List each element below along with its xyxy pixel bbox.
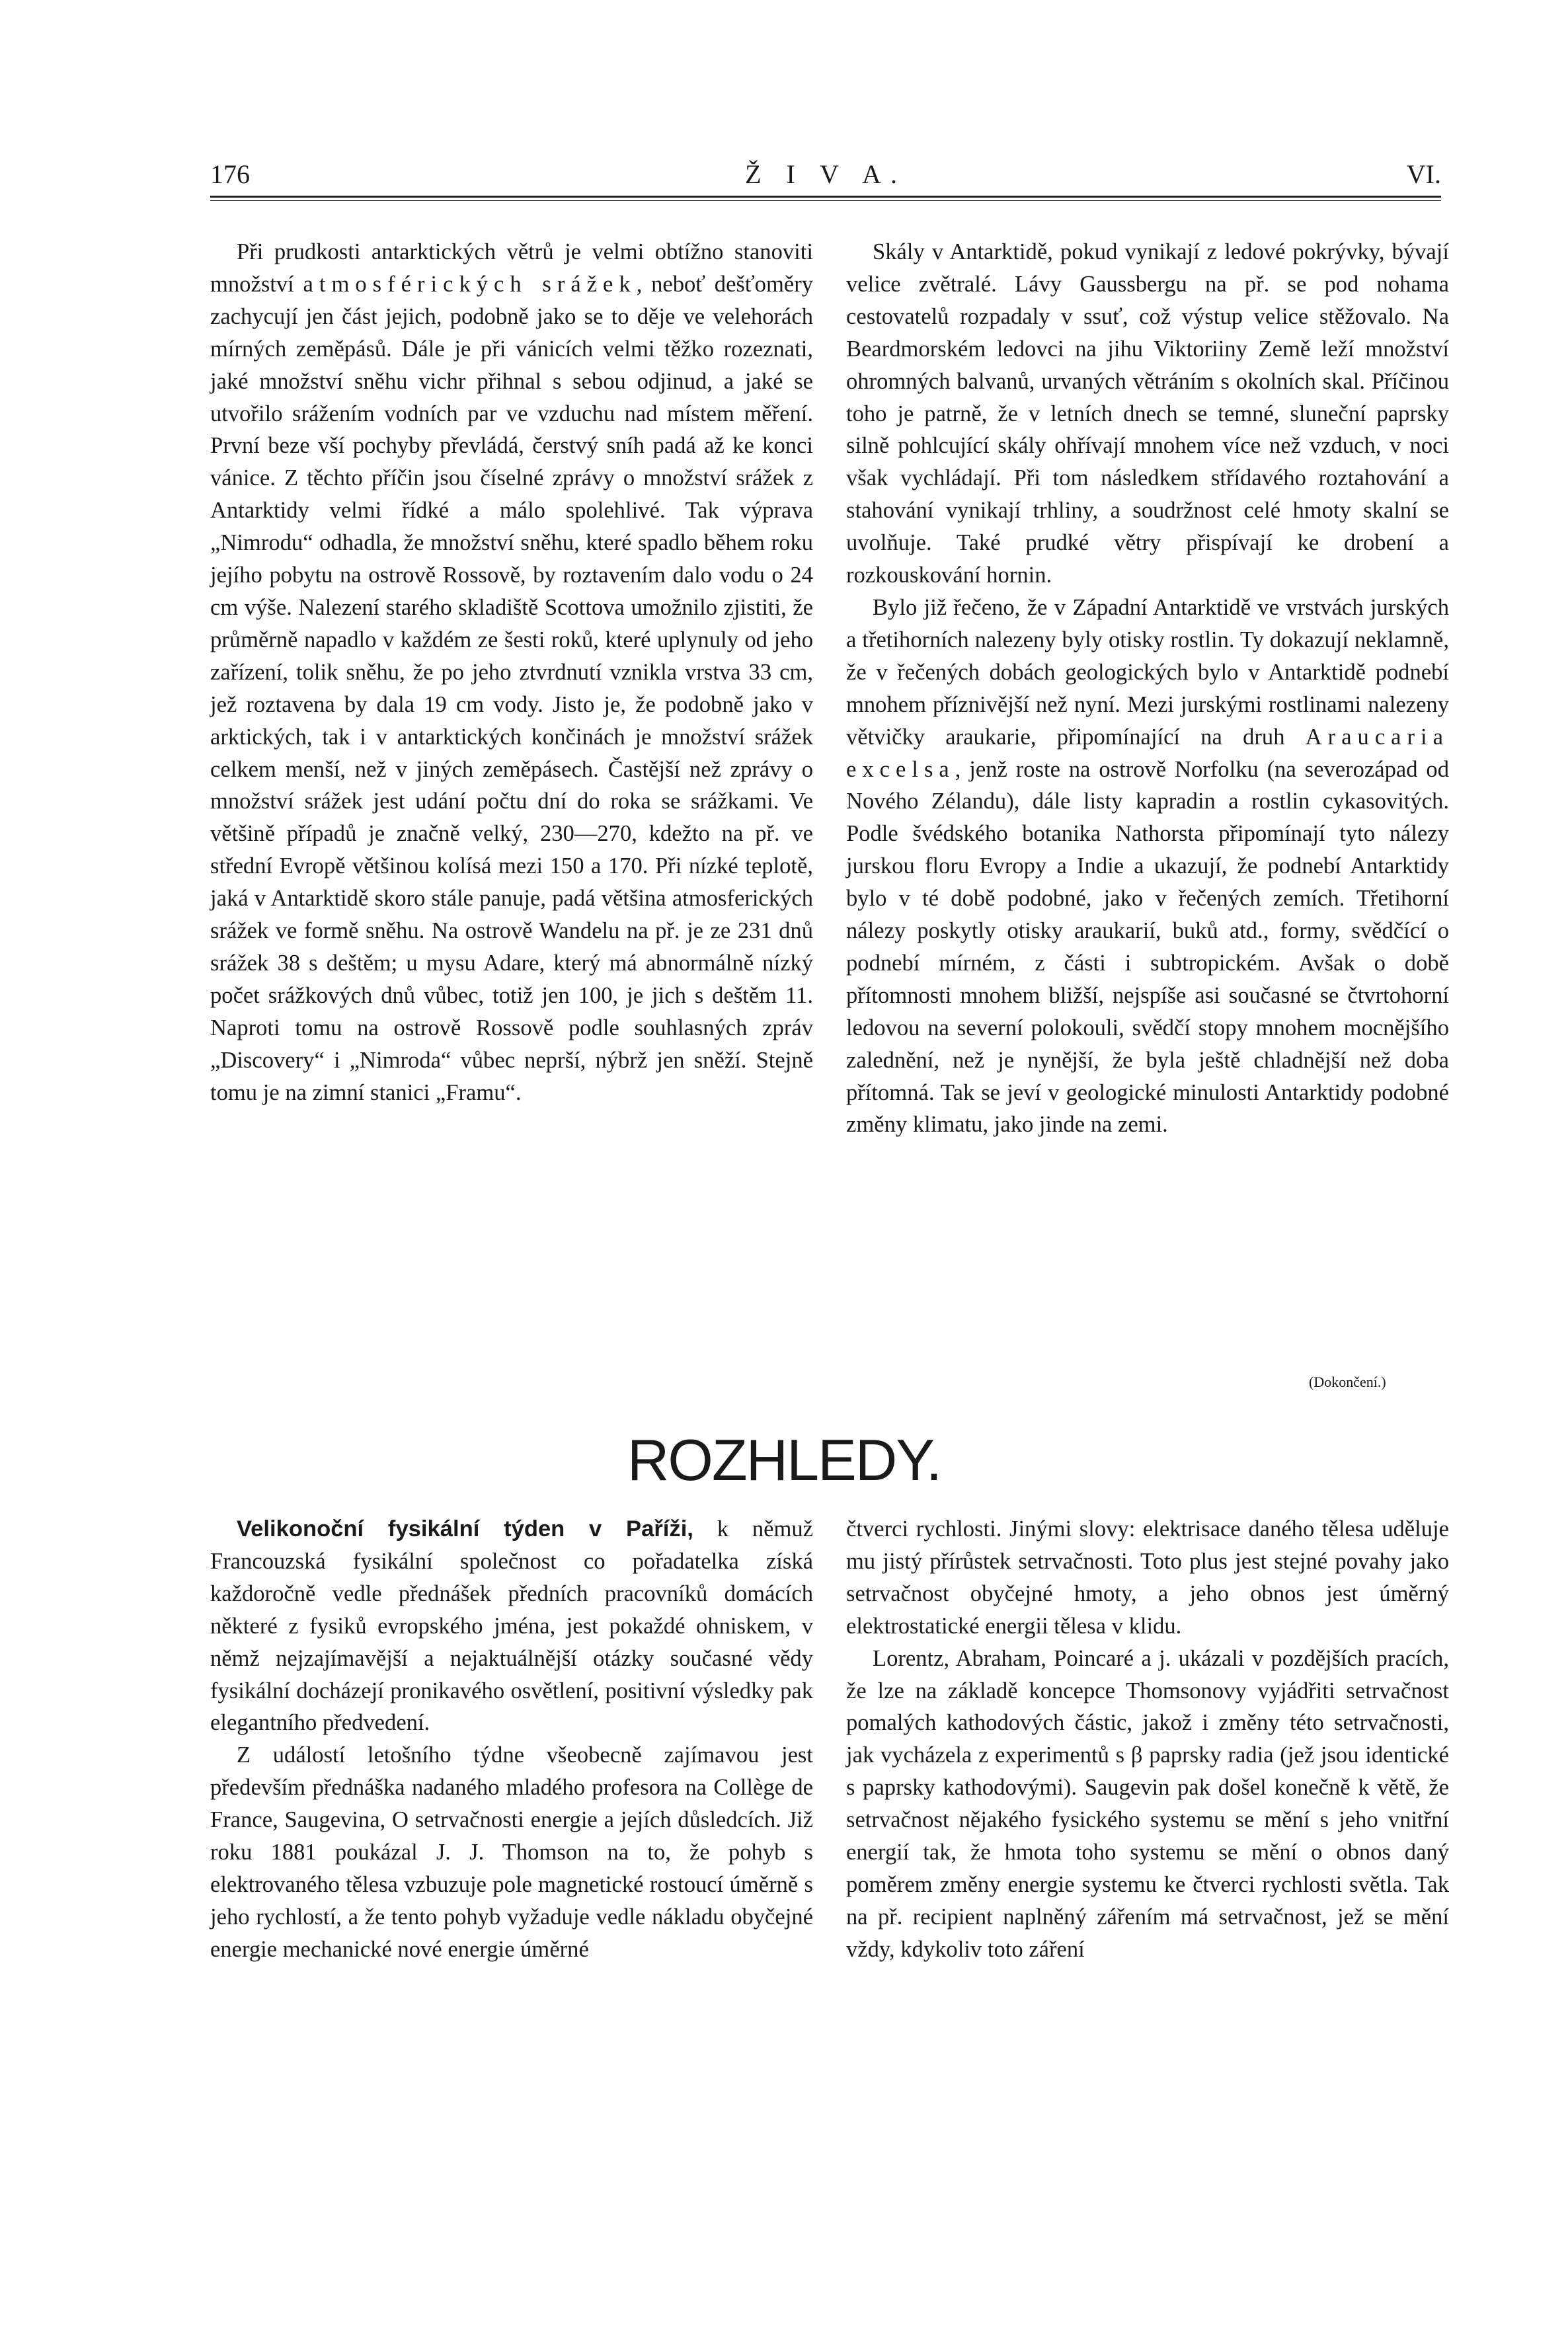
volume-number: VI. <box>1406 159 1441 189</box>
species-name: Araucaria excelsa <box>846 724 1449 782</box>
text-run: Při prudkosti antarktických větrů je velmi obtížno stanoviti množství <box>210 239 813 297</box>
paragraph-inertia: čtverci rychlosti. Jinými slovy: elektrisace daného tělesa uděluje mu jistý přírůstek setrvačnosti. Toto plus jest stejné povahy jako setrvačnost obyčejné hmoty, a jeho obnos jest úměrný elektrostatické energii tělesa v klidu. <box>846 1516 1449 1639</box>
text-run: , neboť dešťoměry zachycují jen část jejich, podobně jako se to děje ve velehorách mírných zeměpásů. Dále je při vánicích velmi těžko rozeznati, jaké množství sněhu vichr přihnal s sebou odjinud, a jaké se utvořilo srážením vodních par ve vzduchu nad místem měření. První beze vší pochyby převládá, čerstvý sníh padá až ke konci vánice. Z těchto příčin jsou číselné zprávy o množství srážek z Antarktidy velmi řídké a málo spolehlivé. Tak výprava „Nimrodu“ odhadla, že množství sněhu, které spadlo během roku jejího pobytu na ostrově Rossově, by roztavením dalo vodu o 24 cm výše. Nalezení starého skladiště Scottova umožnilo zjistiti, že průměrně napadlo v každém ze šesti roků, které uplynuly od jeho zařízení, tolik sněhu, že po jeho ztvrdnutí vznikla vrstva 33 cm, jež roztavena by dala 19 cm vody. Jisto je, že podobně jako v arktických, tak i v antarktických končinách je množství srážek celkem menší, než v jiných zeměpásech. Častější než zprávy o množství srážek jest udání počtu dní do roka se srážkami. Ve většině případů je značně velký, 230—270, kdežto na př. ve střední Evropě většinou kolísá mezi 150 a 170. Při nízké teplotě, jaká v Antarktidě skoro stále panuje, padá většina atmosferických srážek ve formě sněhu. Na ostrově Wandelu na př. je ze 231 dnů srážek 38 s deštěm; u mysu Adare, který má abnormálně nízký počet srážkových dnů vůbec, totiž jen 100, je jich s deštěm 11. Naproti tomu na ostrově Rossově podle souhlasných zpráv „Discovery“ i „Nimroda“ vůbec neprší, nýbrž jen sněží. Stejně tomu je na zimní stanici „Framu“. <box>210 271 813 1105</box>
paragraph-precipitation <box>210 236 813 1109</box>
continuation-note: (Dokončení.) <box>1309 1374 1386 1390</box>
rozhledy-column-left <box>210 1513 813 1966</box>
paragraph-fossils <box>846 592 1449 1141</box>
page-number: 176 <box>210 159 250 189</box>
rozhledy-column-right <box>846 1513 1449 1966</box>
article-title: Velikonoční fysikální týden v Paříži, <box>237 1516 693 1542</box>
page-header <box>210 153 1441 200</box>
header-rule <box>210 196 1441 201</box>
article-column-right <box>846 236 1449 1141</box>
paragraph-easter-week <box>210 1513 813 1739</box>
article-column-left <box>210 236 813 1109</box>
text-run: , jenž roste na ostrově Norfolku (na severozápad od Nového Zélandu), dále listy kapradin a rostlin cykasovitých. Podle švédského botanika Nathorsta připomínají tyto nálezy jurskou floru Evropy a Indie a ukazují, že podnebí Antarktidy bylo v té době podobné, jako v řečených zemích. Třetihorní nálezy poskytly otisky araukarií, buků atd., formy, svědčící o podnebí mírném, z části i subtropickém. Avšak o době přítomnosti mnohem bližší, nejspíše asi současné se čtvrtohorní ledovou na severní polokouli, svědčí stopy mnohem mocnějšího zalednění, než je nynější, že byla ještě chladnější než doba přítomná. Tak se jeví v geologické minulosti Antarktidy podobné změny klimatu, jako jinde na zemi. <box>846 756 1449 1138</box>
paragraph-rocks: Skály v Antarktidě, pokud vynikají z ledové pokrývky, bývají velice zvětralé. Lávy Gaussbergu na př. se pod nohama cestovatelů rozpadaly v ssuť, což výstup velice stěžovalo. Na Beardmorském ledovci na jihu Viktoriiny Země leží množství ohromných balvanů, urvaných větráním s okolních skal. Příčinou toho je patrně, že v letních dnech se temné, sluneční paprsky silně pohlcující skály ohřívají mnohem více než vzduch, v noci však vychládají. Při tom následkem střídavého roztahování a stahování vynikají trhliny, a soudržnost celé hmoty skalní se uvolňuje. Také prudké větry přispívají ke drobení a rozkouskování hornin. <box>846 239 1449 588</box>
paragraph-saugevin: Z událostí letošního týdne všeobecně zajímavou jest především přednáška nadaného mladého profesora na Collège de France, Saugevina, O setrvačnosti energie a jejích důsledcích. Již roku 1881 poukázal J. J. Thomson na to, že pohyb s elektrovaného tělesa vzbuzuje pole magnetické rostoucí úměrně s jeho rychlostí, a že tento pohyb vyžaduje vedle nákladu obyčejné energie mechanické nové energie úměrné <box>210 1742 813 1962</box>
spaced-term: atmosférických srážek <box>303 271 637 297</box>
journal-title: Ž I V A. <box>745 159 906 189</box>
paragraph-lorentz: Lorentz, Abraham, Poincaré a j. ukázali v pozdějších pracích, že lze na základě koncepce Thomsonovy vyjádřiti setrvačnost pomalých kathodových částic, jakož i změny této setrvačnosti, jak vycházela z experimentů s β paprsky radia (jež jsou identické s paprsky kathodovými). Saugevin pak došel konečně k větě, že setrvačnost nějakého fysického systemu se mění s jeho vnitřní energií tak, že hmota toho systemu se mění o obnos daný poměrem změny energie systemu ke čtverci rychlosti světla. Tak na př. recipient naplněný zářením má setrvačnost, jež se mění vždy, kdykoliv toto záření <box>846 1645 1449 1962</box>
text-run: k němuž Francouzská fysikální společnost co pořadatelka získá každoročně vedle přednášek předních pracovníků domácích některé z fysiků evropského jména, jest pokaždé ohniskem, v němž nejzajímavější a nejaktuálnější otázky současné vědy fysikální docházejí pronikavého osvětlení, positivní výsledky pak elegantního předvedení. <box>210 1516 813 1736</box>
section-heading: ROZHLEDY. <box>627 1427 941 1493</box>
text-run: Bylo již řečeno, že v Západní Antarktidě ve vrstvách jurských a třetihorních nalezeny byly otisky rostlin. Ty dokazují neklamně, že v řečených dobách geologických bylo v Antarktidě podnebí mnohem příznivější než nyní. Mezi jurskými rostlinami nalezeny větvičky araukarie, připomínající na druh <box>846 594 1449 750</box>
